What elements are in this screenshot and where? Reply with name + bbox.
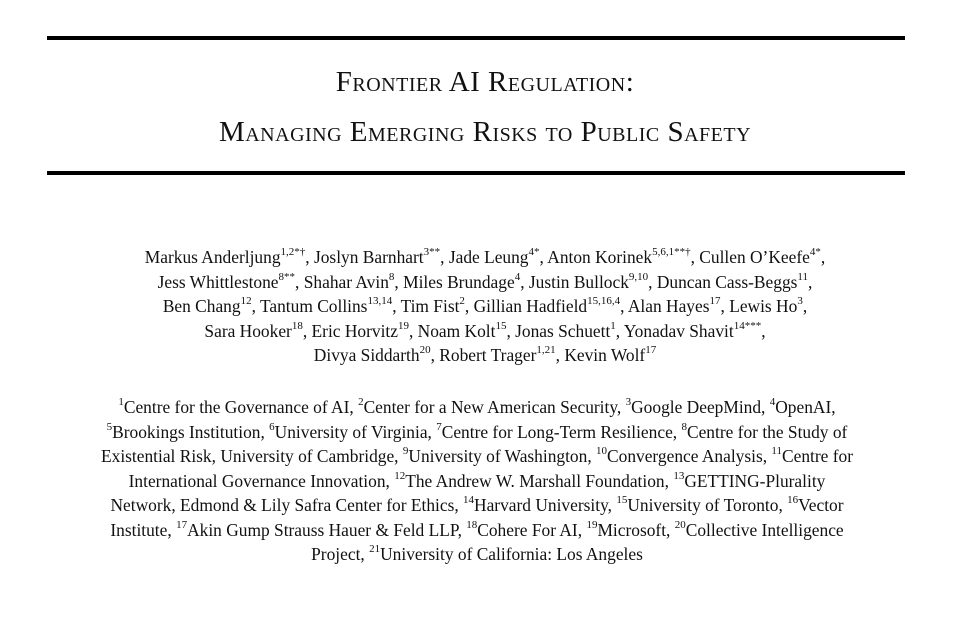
affiliation-number: 8 [681,420,687,433]
author-affiliation-marks: 15 [495,319,507,332]
affiliation-name: Project, [311,544,370,564]
author-name: Duncan Cass-Beggs [656,271,798,292]
affiliation-name: Akin Gump Strauss Hauer & Feld LLP, [187,519,467,540]
author-line [0,245,970,270]
affiliation [596,446,771,466]
affiliation [101,446,403,466]
affiliation-number: 1 [118,396,124,409]
affiliation [311,544,369,564]
author [439,345,564,365]
affiliation [403,446,596,466]
author-list [0,245,970,368]
separator: , [802,296,808,316]
affiliation-name: OpenAI, [775,397,836,417]
author-affiliation-marks: 18 [291,319,303,332]
affiliation [436,422,681,442]
author-affiliation-marks: 17 [709,295,721,308]
author-affiliation-marks: 11 [797,270,809,283]
affiliation-name: University of Virginia, [274,421,437,442]
separator: , [305,247,314,267]
separator: , [761,320,766,341]
affiliation [463,495,616,515]
author-name: Tantum Collins [259,296,368,316]
separator: , [440,247,449,267]
author-line [0,343,970,368]
affiliation-name: Existential Risk, University of Cambridge, [101,446,403,466]
author-affiliation-marks: 1 [610,319,616,332]
author [314,345,439,365]
author-name: Cullen O’Keefe [699,247,810,267]
affiliation-name: Centre for the Governance of AI, [123,397,359,417]
author [312,321,418,341]
affiliation [787,495,843,515]
affiliation-name: Google DeepMind, [631,397,770,417]
author [418,321,515,341]
author-affiliation-marks: 17 [645,344,657,357]
separator: , [394,271,404,292]
affiliation-number: 18 [466,518,478,531]
separator: , [555,345,565,365]
affiliation-number: 5 [106,420,113,433]
affiliation-name: Microsoft, [597,519,675,540]
title-top-rule [47,36,905,40]
paper-title-line-1: Frontier AI Regulation: [335,66,635,98]
separator: , [302,320,312,341]
separator: , [408,320,418,341]
author-name: Anton Korinek [547,247,653,267]
affiliation-number: 2 [358,396,364,409]
author-line [0,270,970,295]
affiliation-line [44,493,910,518]
affiliation-name: Collective Intelligence [685,519,844,540]
affiliation-number: 12 [394,469,406,482]
author-affiliation-marks: 4 [514,270,521,283]
author-name: Yonadav Shavit [623,320,734,341]
affiliation-number: 16 [787,494,799,507]
affiliation-number: 3 [625,396,632,409]
affiliation-name: Convergence Analysis, [607,446,772,466]
affiliation-line [44,542,910,567]
separator: , [539,247,548,267]
author-name: Jess Whittlestone [157,271,279,292]
author [304,272,403,292]
separator: , [620,296,628,316]
separator: , [820,247,826,267]
author-affiliation-marks: 4* [809,246,821,259]
affiliation [118,397,358,417]
affiliation-line [44,444,910,469]
author [163,296,260,316]
author-affiliation-marks: 3 [797,295,803,308]
author-affiliation-marks: 1,21 [536,344,556,357]
author [158,272,304,292]
author [628,296,729,316]
affiliation [586,520,674,540]
separator: , [648,271,657,292]
affiliation-name: Centre for Long-Term Resilience, [441,421,682,442]
affiliation-number: 10 [596,445,608,458]
author-affiliation-marks: 20 [419,344,431,357]
affiliation-name: International Governance Innovation, [128,470,395,491]
author-name: Jade Leung [448,247,529,267]
affiliation-list [44,395,910,567]
separator: , [464,296,474,316]
title-bottom-rule [47,171,905,175]
author-name: Jonas Schuett [515,320,611,341]
author-name: Noam Kolt [417,320,496,341]
author-name: Lewis Ho [729,296,798,316]
author-line [0,319,970,344]
author-affiliation-marks: 3** [423,246,441,259]
author [145,247,314,267]
affiliation-name: Institute, [110,519,177,540]
affiliation-number: 20 [674,518,686,531]
author-name: Gillian Hadfield [473,296,588,316]
separator: , [392,296,401,316]
affiliation-number: 9 [402,445,409,458]
author-name: Eric Horvitz [311,320,398,341]
affiliation-line [44,395,910,420]
author-name: Joslyn Barnhart [313,247,424,267]
affiliation [466,520,586,540]
author-affiliation-marks: 15,16,4 [587,295,621,308]
affiliation-name: Centre for the Study of [686,421,848,442]
author-affiliation-marks: 13,14 [367,295,393,308]
author [515,321,624,341]
affiliation-line [44,420,910,445]
affiliation-name: University of Washington, [408,446,597,466]
affiliation [771,446,853,466]
author-name: Shahar Avin [303,271,389,292]
separator: , [720,296,730,316]
author [260,296,401,316]
affiliation-name: University of California: Los Angeles [380,544,643,564]
author-name: Divya Siddarth [313,345,420,365]
author-affiliation-marks: 14*** [733,319,762,332]
affiliation [358,397,626,417]
affiliation-name: Cohere For AI, [477,519,587,540]
affiliation [129,471,395,491]
author [314,247,449,267]
affiliation-name: University of Toronto, [627,495,788,515]
affiliation [681,422,847,442]
separator: , [295,271,304,292]
affiliation-name: Network, Edmond & Lily Safra Center for Ethics, [110,495,464,515]
affiliation-number: 21 [369,543,381,556]
author-name: Justin Bullock [528,271,629,292]
affiliation-name: Vector [798,495,844,515]
separator: , [808,271,813,292]
author-affiliation-marks: 19 [397,319,409,332]
author-line [0,294,970,319]
affiliation [616,495,787,515]
affiliation [110,520,176,540]
author [449,247,547,267]
affiliation [675,520,844,540]
author-affiliation-marks: 12 [240,295,252,308]
paper-title-line-2: Managing Emerging Risks to Public Safety [218,116,752,148]
affiliation [626,397,770,417]
author-affiliation-marks: 4* [528,246,540,259]
author [204,321,311,341]
author-name: Alan Hayes [627,296,710,316]
affiliation-number: 14 [463,494,475,507]
separator: , [506,320,516,341]
author [474,296,628,316]
affiliation-name: Harvard University, [474,495,617,515]
author-name: Sara Hooker [204,320,292,341]
author-name: Robert Trager [439,345,537,365]
author-affiliation-marks: 1,2*† [280,246,306,259]
author-name: Markus Anderljung [144,247,281,267]
author-affiliation-marks: 2 [459,295,465,308]
separator: , [690,247,700,267]
affiliation [107,422,270,442]
affiliation-number: 17 [176,518,188,531]
affiliation-number: 4 [769,396,776,409]
separator: , [251,296,260,316]
author-affiliation-marks: 8** [278,270,296,283]
affiliation-name: Center for a New American Security, [363,397,626,417]
affiliation [394,471,673,491]
author [657,272,813,292]
affiliation-number: 13 [673,469,685,482]
affiliation [176,520,466,540]
affiliation-name: Brookings Institution, [112,421,270,442]
author-affiliation-marks: 9,10 [628,270,649,283]
author [529,272,657,292]
separator: , [520,271,529,292]
author [564,345,656,365]
author-name: Kevin Wolf [564,345,646,365]
affiliation-number: 15 [616,494,628,507]
author [401,296,474,316]
author [729,296,807,316]
affiliation-number: 19 [586,518,598,531]
author-affiliation-marks: 5,6,1**† [652,246,691,259]
affiliation-number: 11 [771,445,783,458]
affiliation-name: GETTING-Plurality [684,470,826,491]
affiliation [673,471,825,491]
affiliation [269,422,436,442]
author-name: Miles Brundage [403,271,515,292]
affiliation-name: Centre for [782,446,853,466]
author [624,321,766,341]
affiliation-line [44,518,910,543]
affiliation-number: 6 [269,420,275,433]
author-affiliation-marks: 8 [388,270,395,283]
affiliation [369,544,643,564]
author [403,272,529,292]
affiliation-number: 7 [436,420,442,433]
affiliation-name: The Andrew W. Marshall Foundation, [405,470,674,491]
author [547,247,699,267]
affiliation-line [44,469,910,494]
separator: , [430,345,440,365]
author [699,247,825,267]
affiliation [770,397,836,417]
separator: , [615,320,624,341]
author-name: Ben Chang [162,296,241,316]
affiliation [110,495,463,515]
author-name: Tim Fist [400,296,460,316]
